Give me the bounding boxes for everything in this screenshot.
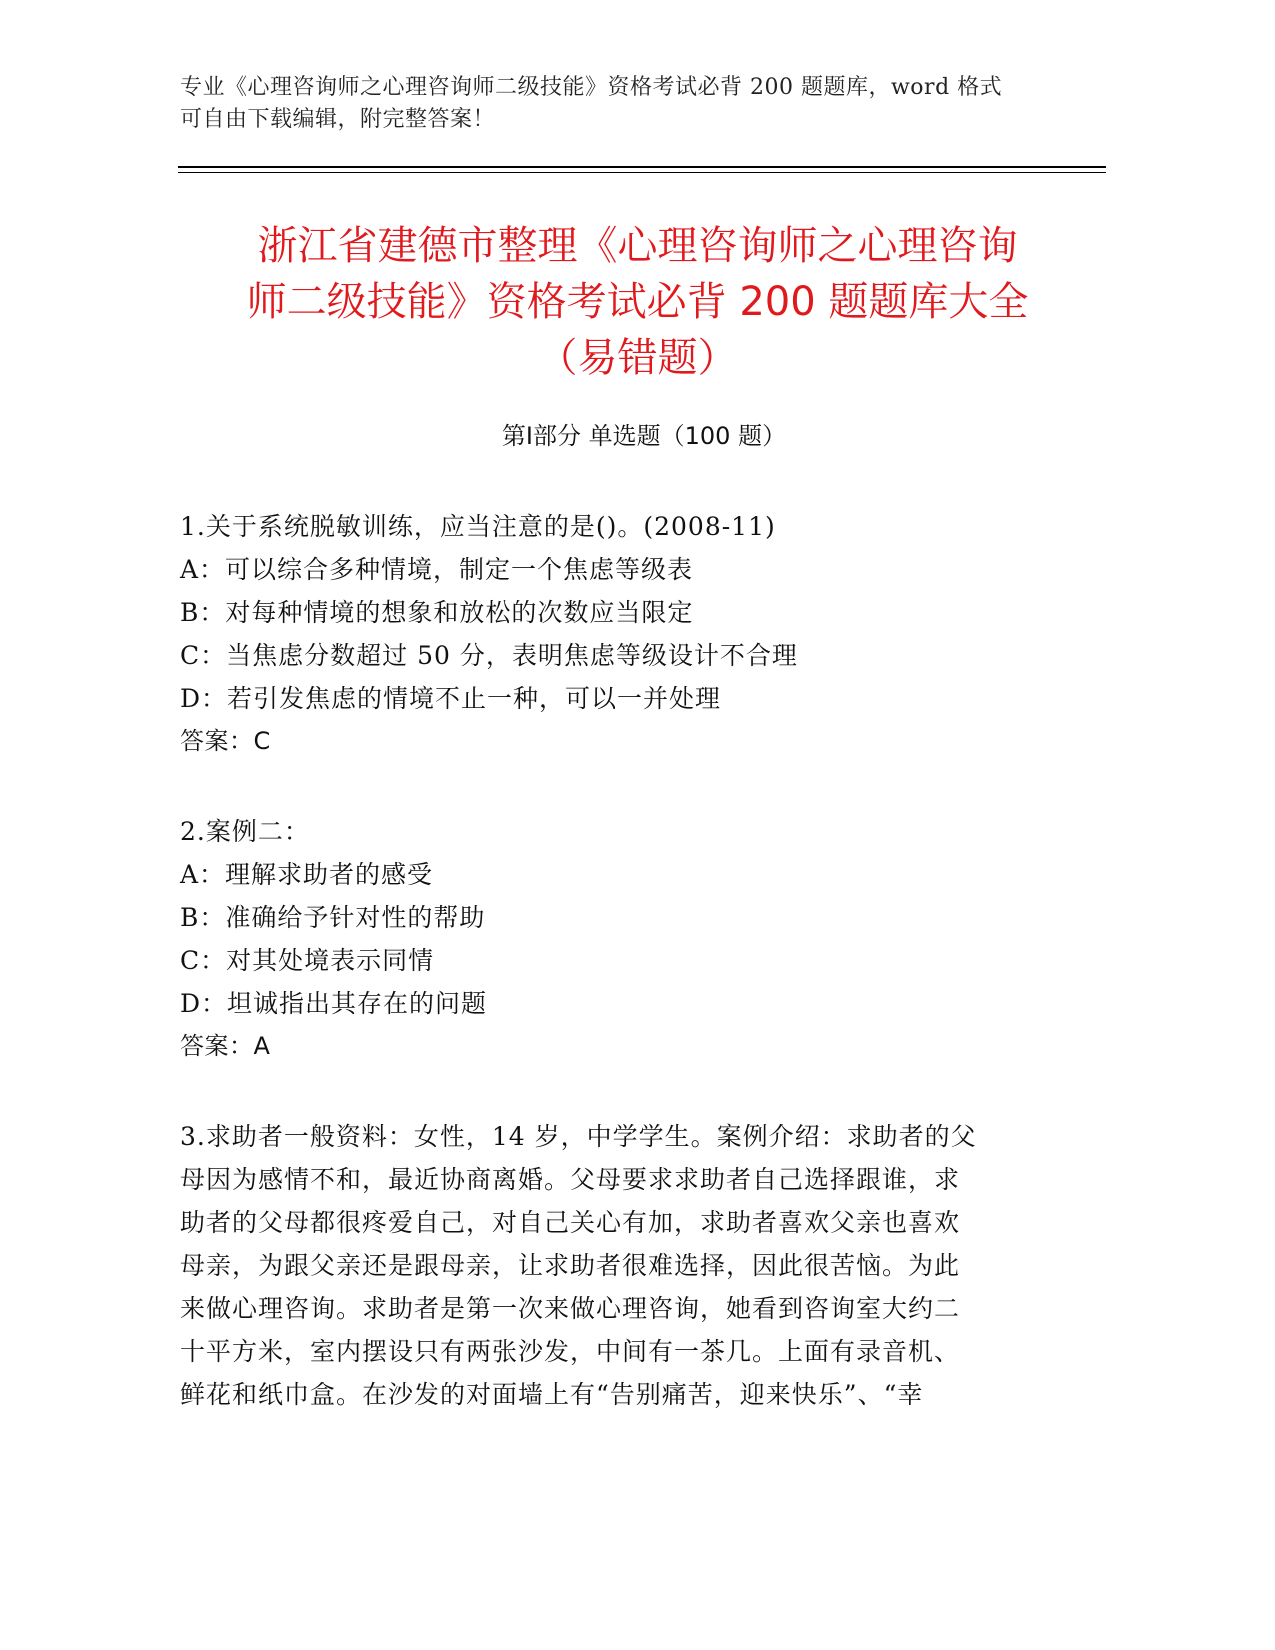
header-divider-thin xyxy=(178,172,1106,173)
title-line-3: （易错题） xyxy=(537,335,738,381)
question-text-line: 母因为感情不和，最近协商离婚。父母要求求助者自己选择跟谁，求 xyxy=(180,1165,961,1194)
document-title xyxy=(150,218,1125,386)
question-text-line: 来做心理咨询。求助者是第一次来做心理咨询，她看到咨询室大约二 xyxy=(180,1294,961,1323)
option-a: A：理解求助者的感受 xyxy=(180,860,434,889)
question-text-line: 助者的父母都很疼爱自己，对自己关心有加，求助者喜欢父亲也喜欢 xyxy=(180,1208,961,1237)
title-line-1: 浙江省建德市整理《心理咨询师之心理咨询 xyxy=(257,223,1018,269)
question-stem: 1.关于系统脱敏训练，应当注意的是()。(2008-11) xyxy=(180,512,776,541)
option-b: B：准确给予针对性的帮助 xyxy=(180,903,486,932)
header-note-line-1: 专业《心理咨询师之心理咨询师二级技能》资格考试必背 200 题题库，word 格式 xyxy=(180,75,1003,100)
option-c: C：当焦虑分数超过 50 分，表明焦虑等级设计不合理 xyxy=(180,641,798,670)
question-text-line: 十平方米，室内摆设只有两张沙发，中间有一茶几。上面有录音机、 xyxy=(180,1337,961,1366)
title-line-2: 师二级技能》资格考试必背 200 题题库大全 xyxy=(246,279,1029,325)
question-text-line: 鲜花和纸巾盒。在沙发的对面墙上有“告别痛苦，迎来快乐”、“幸 xyxy=(180,1380,924,1409)
question-1 xyxy=(180,505,1060,763)
question-stem: 2.案例二： xyxy=(180,817,310,846)
answer: 答案：A xyxy=(180,1032,271,1060)
option-d: D：若引发焦虑的情境不止一种，可以一并处理 xyxy=(180,684,722,713)
question-2 xyxy=(180,810,1060,1068)
header-note xyxy=(180,72,1060,136)
question-3 xyxy=(180,1115,1060,1416)
question-text-line: 3.求助者一般资料：女性，14 岁，中学学生。案例介绍：求助者的父 xyxy=(180,1122,977,1151)
option-b: B：对每种情境的想象和放松的次数应当限定 xyxy=(180,598,694,627)
option-c: C：对其处境表示同情 xyxy=(180,946,435,975)
option-a: A：可以综合多种情境，制定一个焦虑等级表 xyxy=(180,555,694,584)
header-note-line-2: 可自由下载编辑，附完整答案！ xyxy=(180,107,496,132)
option-d: D：坦诚指出其存在的问题 xyxy=(180,989,488,1018)
question-text-line: 母亲，为跟父亲还是跟母亲，让求助者很难选择，因此很苦恼。为此 xyxy=(180,1251,961,1280)
section-heading: 第Ⅰ部分 单选题（100 题） xyxy=(501,422,787,450)
answer: 答案：C xyxy=(180,727,271,755)
header-divider-thick xyxy=(178,166,1106,168)
